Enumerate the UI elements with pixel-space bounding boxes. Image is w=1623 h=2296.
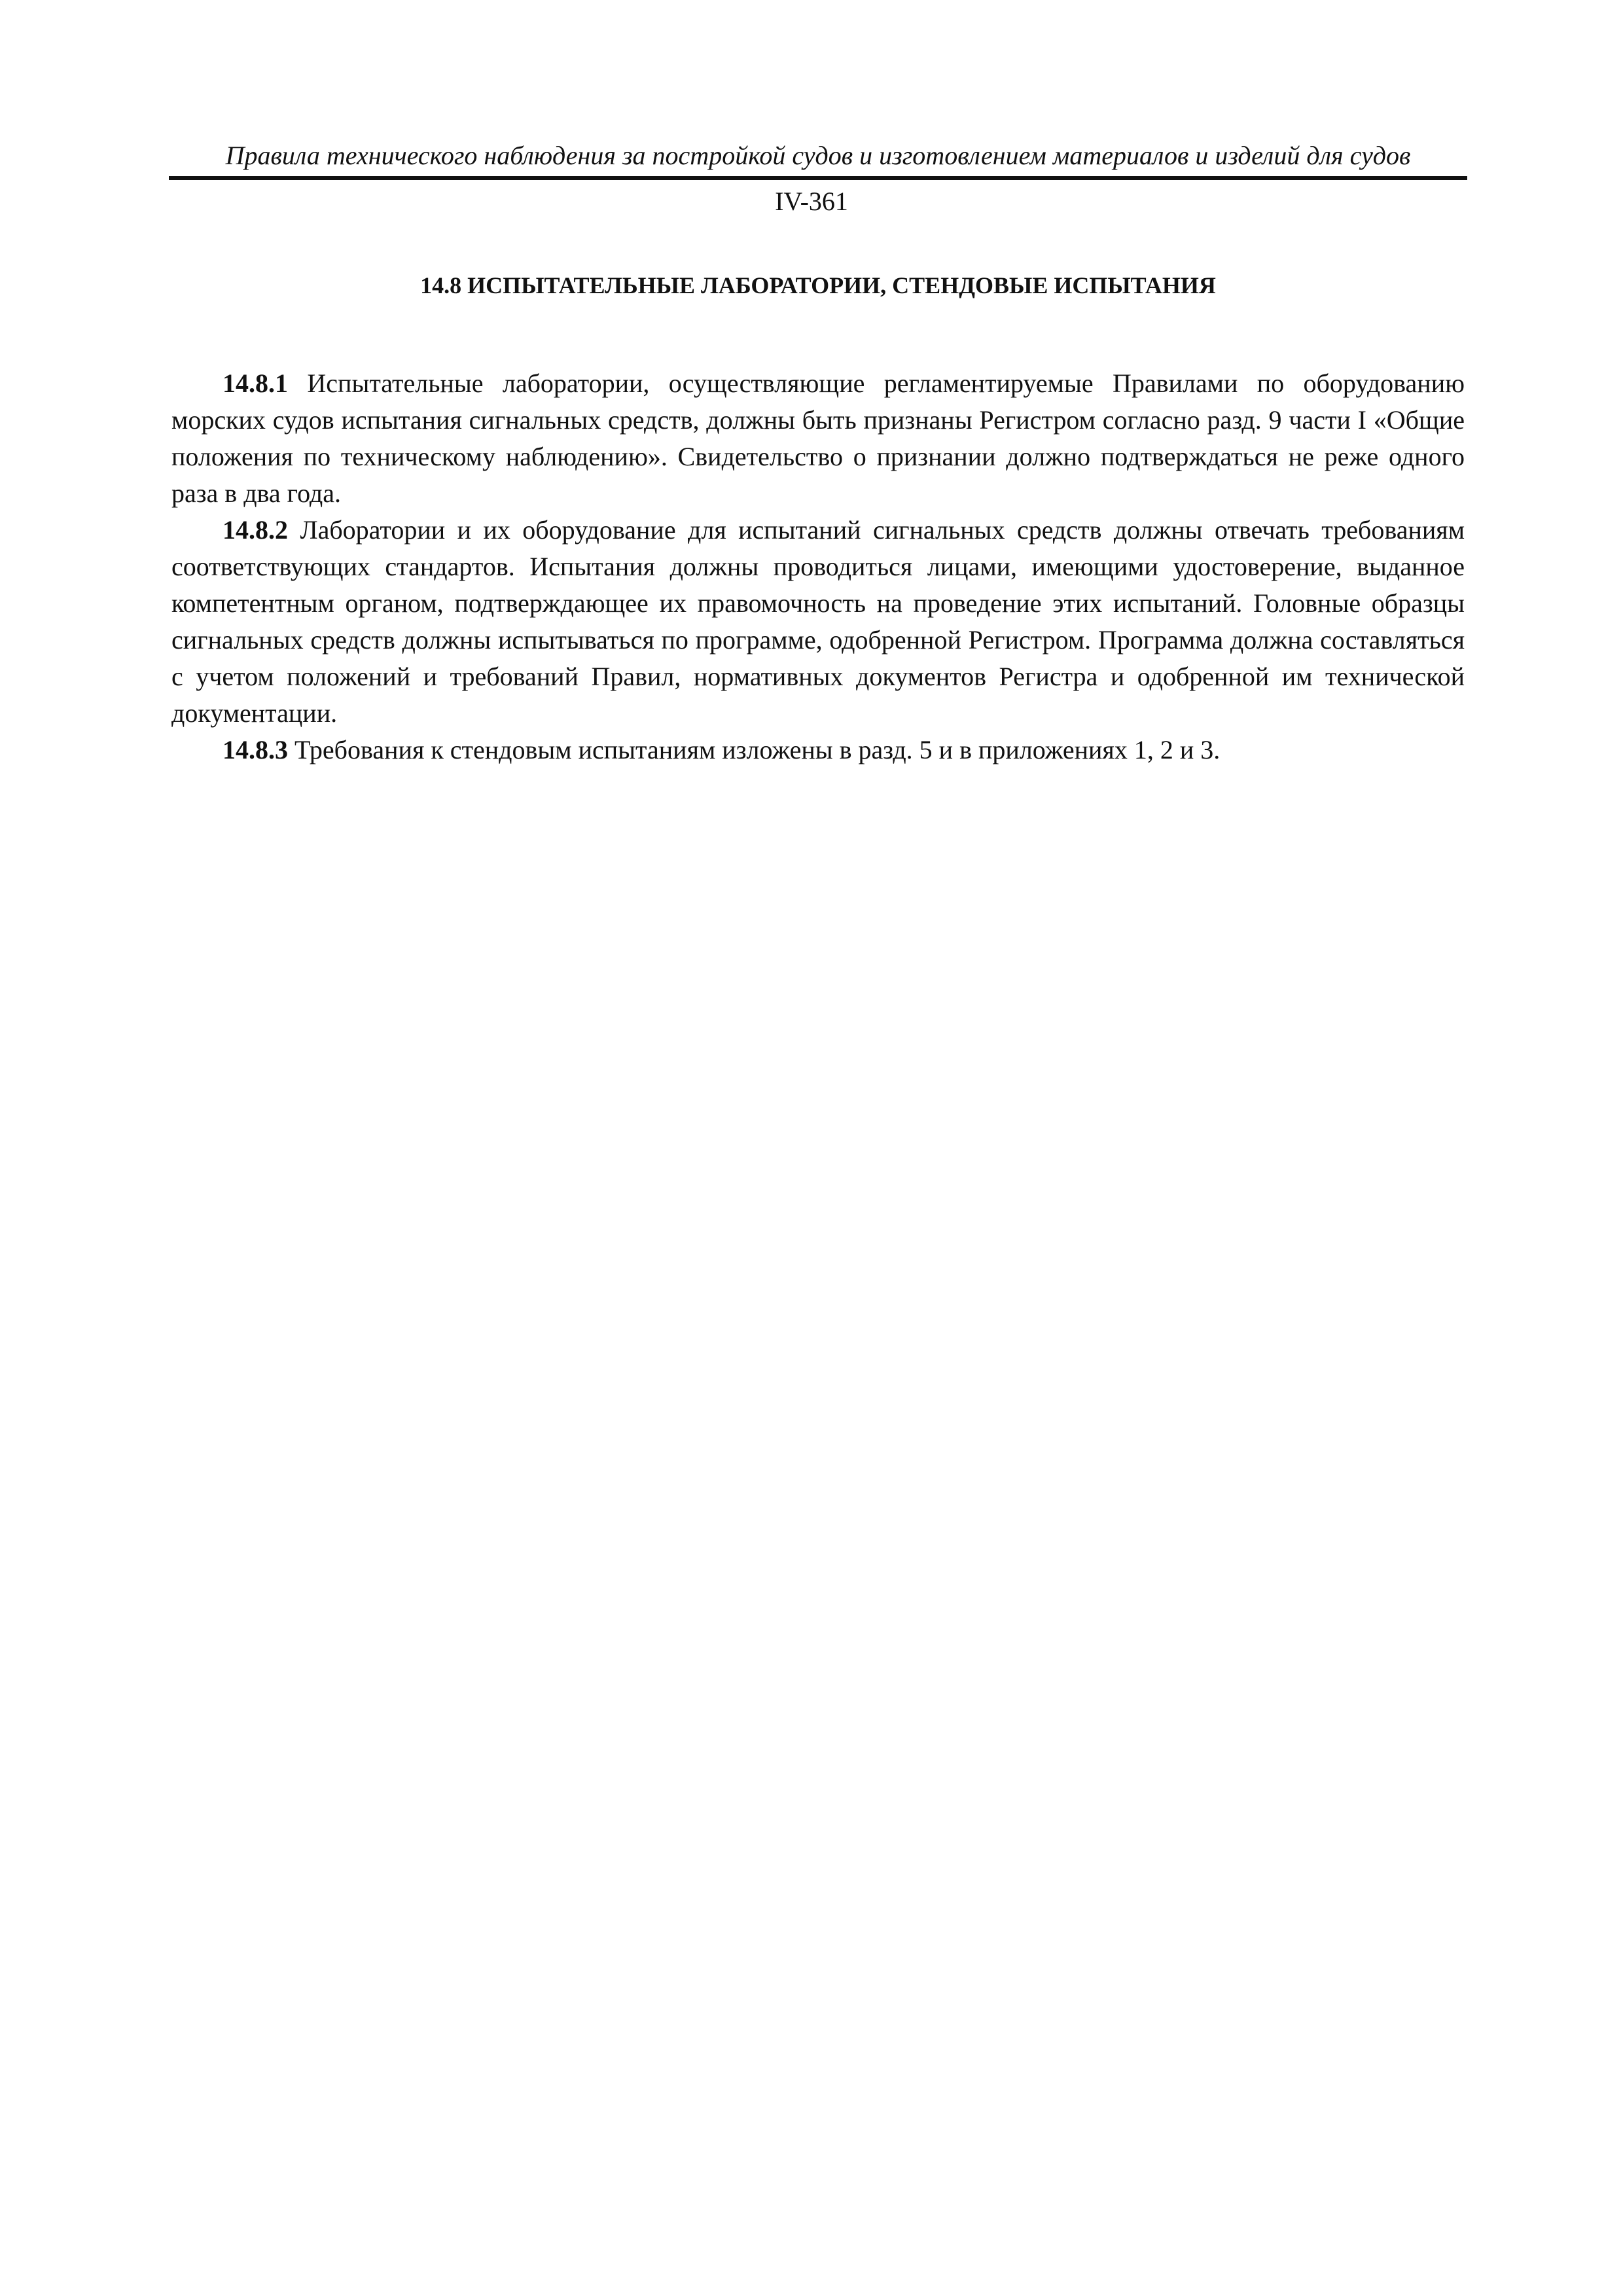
header-rule	[169, 176, 1467, 180]
page-number: IV-361	[775, 187, 848, 216]
paragraph-number: 14.8.1	[223, 368, 288, 398]
paragraph-number: 14.8.3	[223, 735, 288, 764]
paragraph-14-8-3	[171, 732, 1465, 768]
body-text	[171, 365, 1465, 768]
paragraph-14-8-2	[171, 512, 1465, 732]
paragraph-14-8-1	[171, 365, 1465, 512]
paragraph-text: Требования к стендовым испытаниям изложены в разд. 5 и в приложениях 1, 2 и 3.	[294, 735, 1221, 764]
running-header: Правила технического наблюдения за постройкой судов и изготовлением материалов и изделий для судов	[225, 141, 1411, 170]
paragraph-text: Испытательные лаборатории, осуществляющие регламентируемые Правилами по оборудованию морских судов испытания сигнальных средств, должны быть признаны Регистром согласно разд. 9 части I «Общие положения по техническому наблюдению». Свидетельство о признании должно подтверждаться не реже одного раза в два года.	[171, 368, 1465, 508]
paragraph-text: Лаборатории и их оборудование для испытаний сигнальных средств должны отвечать требованиям соответствующих стандартов. Испытания должны проводиться лицами, имеющими удостоверение, выданное компетентным органом, подтверждающее их правомочность на проведение этих испытаний. Головные образцы сигнальных средств должны испытываться по программе, одобренной Регистром. Программа должна составляться с учетом положений и требований Правил, нормативных документов Регистра и одобренной им технической документации.	[171, 515, 1465, 728]
paragraph-number: 14.8.2	[223, 515, 288, 545]
section-title: 14.8 ИСПЫТАТЕЛЬНЫЕ ЛАБОРАТОРИИ, СТЕНДОВЫЕ ИСПЫТАНИЯ	[420, 272, 1216, 298]
